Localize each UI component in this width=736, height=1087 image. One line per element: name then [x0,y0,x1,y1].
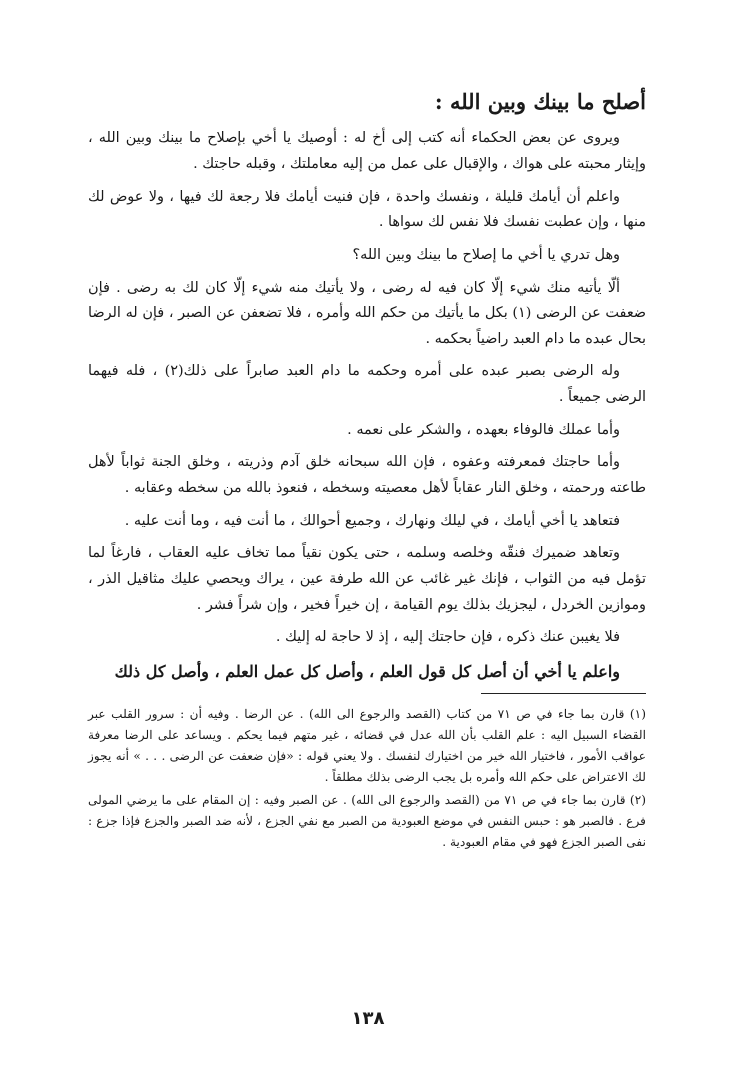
paragraph: وأما حاجتك فمعرفته وعفوه ، فإن الله سبحانه خلق آدم وذريته ، وخلق الجنة ثواباً لأهل طاعته ورحمته ، وخلق النار عقاباً لأهل معصيته وسخطه ، فنعوذ بالله من سخطه وعقابه . [88,454,646,497]
paragraph: ويروى عن بعض الحكماء أنه كتب إلى أخ له : أوصيك يا أخي بإصلاح ما بينك وبين الله ، وإيثار محبته على هواك ، والإقبال على عمل من إليه معاملتك ، وقبله حاجتك . [88,130,646,172]
paragraph: وتعاهد ضميرك فنقّه وخلصه وسلمه ، حتى يكون نقياً مما تخاف عليه العقاب ، فارغاً لما تؤمل فيه من الثواب ، فإنك غير غائب عن الله طرفة عين ، يراك ويحصي عليك مثاقيل الذر ، وموازين الخردل ، ليجزيك بذلك يوم القيامة ، إن خيراً فخير ، وإن شراً فشر . [88,545,646,613]
paragraph: فتعاهد يا أخي أيامك ، في ليلك ونهارك ، وجميع أحوالك ، ما أنت فيه ، وما أنت عليه . [124,512,620,529]
section-heading: أصلح ما بينك وبين الله : [434,89,646,114]
page-number: ١٣٨ [351,1008,385,1029]
paragraph: وله الرضى بصبر عبده على أمره وحكمه ما دام العبد صابراً على ذلك(٢) ، فله فيهما الرضى جميعاً . [88,363,646,406]
footnotes [88,704,646,853]
footnote: (٢) قارن بما جاء في ص ٧١ من (القصد والرجوع الى الله) . عن الصبر وفيه : إن المقام على ما يرضي المولى فرع . فالصبر هو : حبس النفس في موضع العبودية من الصبر مع نفي الجزع ، لأنه ضد الصبر والجزع فإذا جزع : نفى الصبر الجزع فهو في مقام العبودية . [88,793,646,850]
paragraph: واعلم يا أخي أن أصل كل قول العلم ، وأصل كل عمل العلم ، وأصل كل ذلك [114,661,620,681]
paragraph: ألّا يأتيه منك شيء إلّا كان فيه له رضى ، ولا يأتيك منه شيء إلّا كان لك به رضى . فإن ضعفت عن الرضى (١) بكل ما يأتيك من حكم الله وأمره ، فلا تضعفن عن الصبر ، فإن له الرضا بحال عبده ما دام العبد راضياً بحكمه . [88,279,646,347]
paragraph: وهل تدري يا أخي ما إصلاح ما بينك وبين الله؟ [352,246,620,263]
paragraph: وأما عملك فالوفاء بعهده ، والشكر على نعمه . [347,421,620,438]
footnote: (١) قارن بما جاء في ص ٧١ من كتاب (القصد والرجوع الى الله) . عن الرضا . وفيه أن : سرور القلب عبر القضاء السبيل اليه : علم القلب بأن الله عدل في قضائه ، غير متهم فيما يحكم . ويساعد على الرضا معرفة عواقب الأمور ، فاختيار الله خير من اختيارك لنفسك . ولا يعني قوله : «فإن ضعفت عن الرضى . . . » أنه يجوز لك الاعتراض على حكم الله وأمره بل يجب الرضى بذلك مطلقاً . [88,707,646,785]
paragraph: واعلم أن أيامك قليلة ، ونفسك واحدة ، فإن فنيت أيامك فلا رجعة لك فيها ، ولا عوض لك منها ، وإن عطبت نفسك فلا نفس لك سواها . [88,188,646,231]
paragraph: فلا يغيبن عنك ذكره ، فإن حاجتك إليه ، إذ لا حاجة له إليك . [275,629,620,646]
main-text [88,126,646,686]
footnote-divider [481,693,646,694]
